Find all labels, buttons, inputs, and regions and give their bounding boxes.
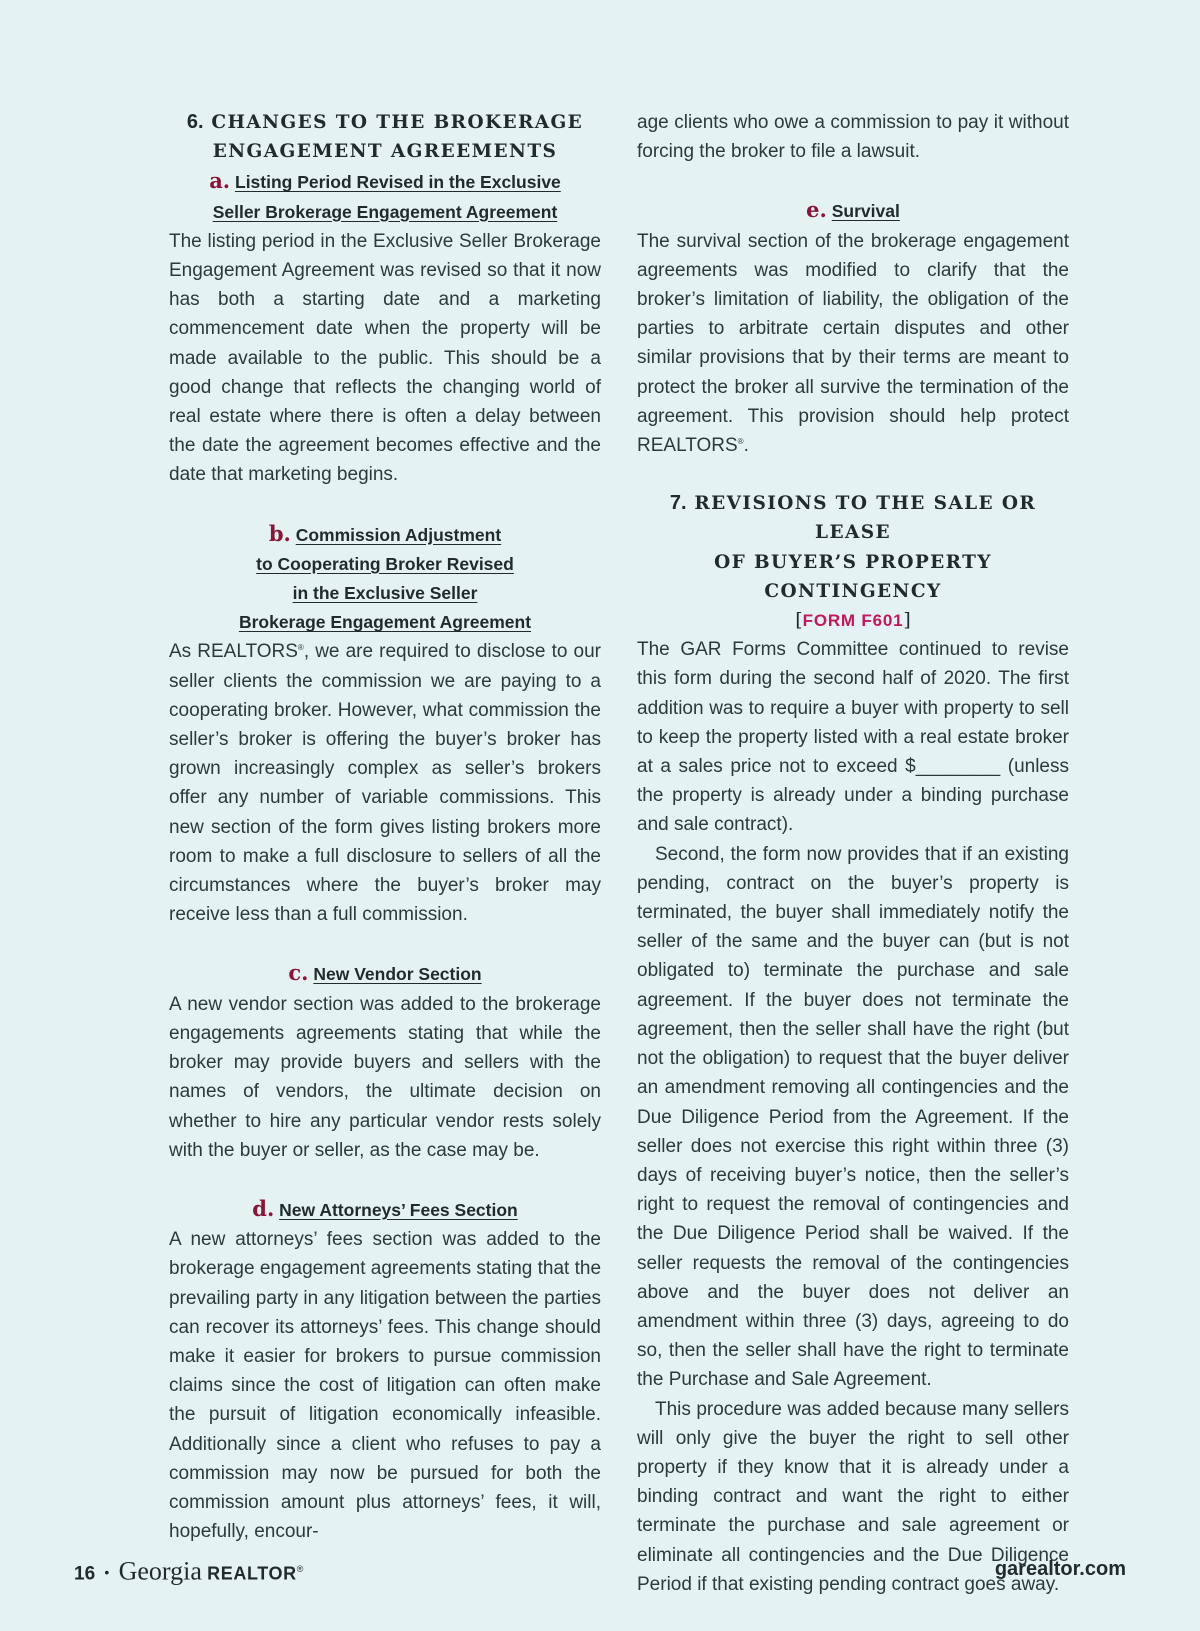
section-7-paragraph-3: This procedure was added because many sellers will only give the buyer the right to sell other property if they know that it is already under a binding contract and want the right to either terminate the purchase and sale agreement or eliminate all contingencies and the Due Diligence Period if that existing pending contract goes away. [637, 1398, 1069, 1595]
section-6-heading [169, 108, 601, 166]
body-start: As REALTORS [169, 641, 298, 663]
subsection-title-line2: to Cooperating Broker Revised [256, 553, 514, 574]
section-7-paragraph-2: Second, the form now provides that if an existing pending, contract on the buyer’s property is terminated, the buyer shall immediately notify the seller of the same and the buyer can (but is not obligated to) terminate the purchase and sale agreement. If the buyer does not terminate the agreement, then the seller shall have the right (but not the obligation) to request that the buyer deliver an amendment removing all contingencies and the Due Diligence Period from the Agreement. If the seller does not exercise this right within three (3) days of receiving buyer’s notice, then the seller’s right to request the removal of contingencies and the Due Diligence Period shall be waived. If the seller requests the removal of the contingencies above and the buyer does not deliver an amendment within three (3) days, agreeing to do so, then the seller shall have the right to terminate the Purchase and Sale Agreement. [637, 843, 1069, 1391]
subsection-title-line3: in the Exclusive Seller [292, 583, 478, 604]
bracket-open: [ [795, 609, 803, 632]
form-reference [637, 606, 1069, 635]
section-number: 7. [669, 492, 687, 515]
subsection-title-line1: Commission Adjustment [295, 524, 502, 545]
subsection-letter: e. [806, 197, 827, 223]
subsection-letter: b. [268, 520, 291, 546]
subsection-a-heading [169, 166, 601, 226]
subsection-b-heading [169, 519, 601, 638]
subsection-d-heading [169, 1194, 601, 1225]
subsection-c-body: A new vendor section was added to the brokerage engagements agreements stating that while the broker may provide buyers and sellers with the names of vendors, the ultimate decision on whether to hire any particular vendor rests solely with the buyer or seller, as the case may be. [169, 993, 601, 1161]
right-column [637, 108, 1069, 1599]
bracket-close: ] [903, 609, 911, 632]
registered-mark: ® [296, 1564, 304, 1574]
body-start: The survival section of the brokerage engagement agreements was modified to clarify that the broker’s limitation of liability, the obligation of the parties to arbitrate certain disputes and other similar provisions that by their terms are meant to protect the broker all survive the termination of the agreement. This provision should help protect REALTORS [637, 230, 1069, 457]
section-title-line2: ENGAGEMENT AGREEMENTS [212, 141, 558, 163]
section-7-heading [637, 489, 1069, 606]
subsection-letter: d. [252, 1195, 275, 1221]
subsection-title: New Vendor Section [313, 964, 482, 985]
subsection-title-line2: Seller Brokerage Engagement Agreement [212, 201, 558, 222]
subsection-title: Survival [831, 201, 900, 222]
form-code: FORM F601 [802, 611, 904, 631]
registered-mark: ® [737, 437, 744, 447]
section-number: 6. [186, 111, 204, 133]
left-column [169, 108, 601, 1546]
subsection-e-heading [637, 195, 1069, 226]
body-rest: , we are required to disclose to our seller clients the commission we are paying to a cooperating broker. However, what commission the seller’s broker is offering the buyer’s broker has grown increasingly complex as seller’s brokers offer any number of variable commissions. This new section of the form gives listing brokers more room to make a full disclosure to sellers of all the circumstances where the buyer’s broker may receive less than a full commission. [169, 641, 601, 926]
footer-publication [74, 1552, 303, 1591]
section-title-line1: REVISIONS TO THE SALE OR LEASE [694, 493, 1037, 544]
page-number: 16 [74, 1563, 96, 1585]
subsection-e-body [637, 227, 1069, 461]
website-link[interactable]: garealtor.com [994, 1558, 1126, 1580]
separator: • [104, 1564, 110, 1581]
subsection-letter: a. [209, 168, 231, 194]
subsection-title: New Attorneys’ Fees Section [279, 1199, 518, 1220]
page-footer [74, 1552, 1126, 1586]
subsection-title-line4: Brokerage Engagement Agreement [238, 612, 532, 633]
section-title-line2: OF BUYER’S PROPERTY CONTINGENCY [714, 551, 992, 602]
section-title-line1: CHANGES TO THE BROKERAGE [211, 112, 584, 133]
magazine-name-serif: Georgia [118, 1556, 202, 1586]
body-end: . [743, 435, 749, 457]
subsection-letter: c. [288, 960, 309, 986]
subsection-d-body: A new attorneys’ fees section was added to the brokerage engagement agreements stating that the prevailing party in any litigation between the parties can recover its attorneys’ fees. This change should make it easier for brokers to pursue commission claims since the cost of litigation can often make the pursuit of litigation economically infeasible. Additionally since a client who refuses to pay a commission may now be pursued for both the commission amount plus attorneys’ fees, it will, hopefully, encour- [169, 1229, 602, 1543]
subsection-a-body: The listing period in the Exclusive Seller Brokerage Engagement Agreement was revised so that it now has both a starting date and a marketing commencement date when the property will be made available to the public. This should be a good change that reflects the changing world of real estate where there is often a delay between the date the agreement becomes effective and the date that marketing begins. [169, 230, 601, 486]
subsection-title-line1: Listing Period Revised in the Exclusive [235, 172, 561, 193]
section-7-paragraph-1: The GAR Forms Committee continued to revise this form during the second half of 2020. The first addition was to require a buyer with property to sell to keep the property listed with a real estate broker at a sales price not to exceed $________ (unless the property is already under a binding purchase and sale contract). [637, 639, 1069, 836]
registered-mark: ® [297, 643, 304, 653]
subsection-b-body [169, 637, 601, 929]
continued-text: age clients who owe a commission to pay it without forcing the broker to file a lawsuit. [637, 112, 1069, 163]
magazine-name-sans: REALTOR [207, 1563, 297, 1584]
subsection-c-heading [169, 958, 601, 989]
